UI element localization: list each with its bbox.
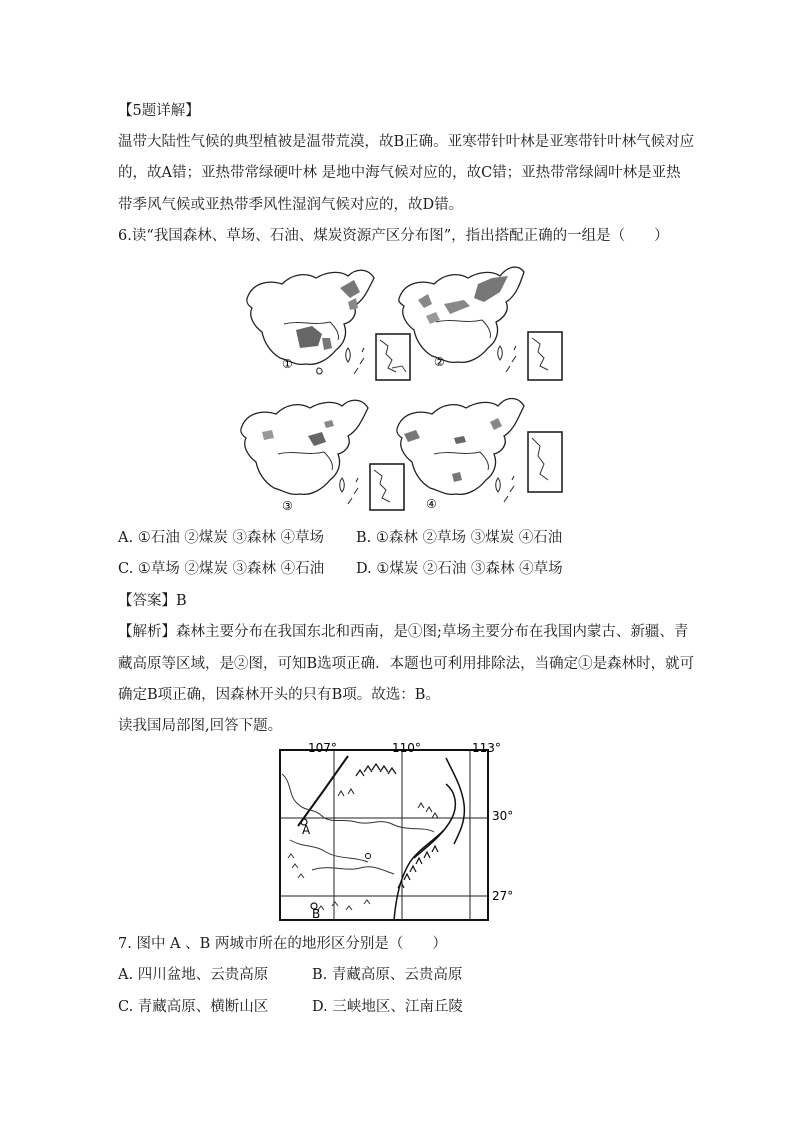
city-label-a: A bbox=[302, 823, 311, 837]
question-7-stem: 7. 图中 A 、B 两城市所在的地形区分别是（ ） bbox=[118, 936, 447, 952]
china-map-figure-2 bbox=[396, 260, 574, 384]
regional-map bbox=[268, 738, 514, 924]
latitude-label-27: 27° bbox=[492, 889, 514, 903]
map-label-1: ① bbox=[282, 357, 293, 371]
q7-option-b: B. 青藏高原、云贵高原 bbox=[312, 967, 463, 983]
map-label-3: ③ bbox=[282, 499, 293, 513]
q7-option-d: D. 三峡地区、江南丘陵 bbox=[312, 999, 463, 1015]
latitude-label-30: 30° bbox=[492, 809, 514, 823]
intro-q7: 读我国局部图,回答下题。 bbox=[118, 718, 283, 734]
q6-analysis-line-3: 确定B项正确，因森林开头的只有B项。故选：B。 bbox=[118, 687, 440, 703]
china-map-figure-4 bbox=[394, 394, 572, 514]
q6-answer: 【答案】B bbox=[118, 593, 187, 609]
longitude-label-107: 107° bbox=[308, 741, 337, 755]
q6-analysis-line-1: 【解析】森林主要分布在我国东北和西南，是①图;草场主要分布在我国内蒙古、新疆、青 bbox=[118, 624, 689, 640]
question-6-stem: 6.读“我国森林、草场、石油、煤炭资源产区分布图”，指出搭配正确的一组是（ ） bbox=[118, 228, 669, 244]
q6-option-a: A. ①石油 ②煤炭 ③森林 ④草场 bbox=[118, 530, 325, 546]
explanation-line-3: 带季风气候或亚热带季风性湿润气候对应的，故D错。 bbox=[118, 197, 464, 213]
q6-option-d: D. ①煤炭 ②石油 ③森林 ④草场 bbox=[356, 561, 563, 577]
map-label-2: ② bbox=[434, 355, 445, 369]
map-label-4: ④ bbox=[426, 497, 437, 511]
section-header: 【5题详解】 bbox=[118, 103, 200, 119]
q7-option-c: C. 青藏高原、横断山区 bbox=[118, 999, 269, 1015]
q6-option-c: C. ①草场 ②煤炭 ③森林 ④石油 bbox=[118, 561, 325, 577]
q7-option-a: A. 四川盆地、云贵高原 bbox=[118, 967, 269, 983]
q6-analysis-line-2: 藏高原等区域，是②图，可知B选项正确．本题也可利用排除法，当确定①是森林时，就可 bbox=[118, 656, 695, 672]
q6-option-b: B. ①森林 ②草场 ③煤炭 ④石油 bbox=[356, 530, 563, 546]
explanation-line-2: 的，故A错；亚热带常绿硬叶林 是地中海气候对应的，故C错；亚热带常绿阔叶林是亚热 bbox=[118, 165, 681, 181]
longitude-label-113: 113° bbox=[472, 741, 501, 755]
explanation-line-1: 温带大陆性气候的典型植被是温带荒漠，故B正确。亚寒带针叶林是亚寒带针叶林气候对应 bbox=[118, 134, 695, 150]
city-label-b: B bbox=[312, 907, 321, 921]
longitude-label-110: 110° bbox=[392, 741, 421, 755]
china-map-figure-3 bbox=[238, 396, 416, 514]
